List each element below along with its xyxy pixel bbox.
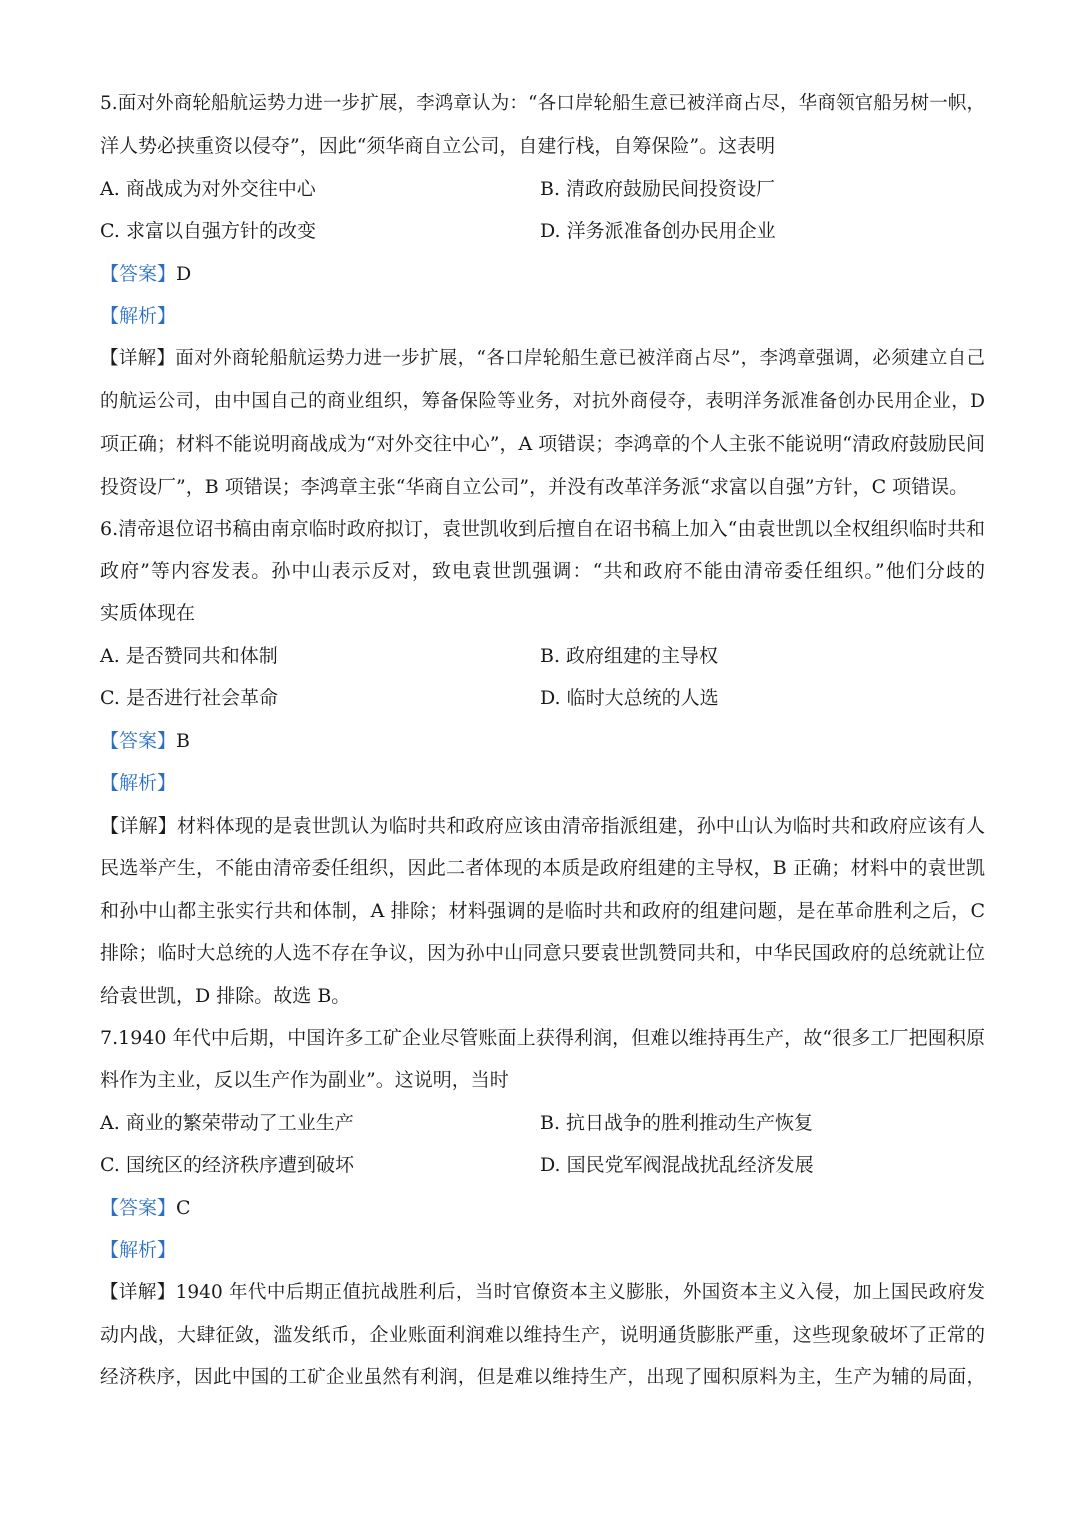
q7-detail-text-1: 1940 年代中后期正值抗战胜利后，当时官僚资本主义膨胀，外国资本主义入侵，加上国民政府发 [175, 1282, 985, 1303]
q7-option-b: B. 抗日战争的胜利推动生产恢复 [540, 1112, 814, 1134]
q6-answer-value: B [176, 730, 190, 752]
q7-detail-line-1 [100, 1280, 985, 1306]
q6-detail-line-2: 民选举产生，不能由清帝委任组织，因此二者体现的本质是政府组建的主导权，B 正确；材料中的袁世凯 [100, 857, 985, 879]
q5-detail-line-2: 的航运公司，由中国自己的商业组织，筹备保险等业务，对抗外商侵夺，表明洋务派准备创办民用企业，D [100, 391, 985, 412]
q5-answer-tag: 【答案】 [100, 263, 177, 285]
q5-detail-tag: 【详解】 [100, 348, 176, 369]
q6-detail-line-3: 和孙中山都主张实行共和体制，A 排除；材料强调的是临时共和政府的组建问题，是在革命胜利之后，C [100, 900, 985, 922]
q6-answer [100, 728, 190, 754]
q5-stem-line-1: 5.面对外商轮船航运势力进一步扩展，李鸿章认为：“各口岸轮船生意已被洋商占尽，华商领官船另树一帜， [100, 93, 985, 114]
q7-option-a: A. 商业的繁荣带动了工业生产 [100, 1112, 354, 1134]
q7-answer-tag: 【答案】 [100, 1197, 177, 1219]
q6-detail-tag: 【详解】 [100, 815, 177, 837]
q7-answer [100, 1195, 191, 1221]
q6-detail-line-5: 给袁世凯，D 排除。故选 B。 [100, 985, 351, 1007]
q5-stem-line-2: 洋人势必挟重资以侵夺”，因此“须华商自立公司，自建行栈，自筹保险”。这表明 [100, 135, 776, 157]
q5-option-d: D. 洋务派准备创办民用企业 [540, 220, 776, 242]
q7-detail-line-2: 动内战，大肆征敛，滥发纸币，企业账面利润难以维持生产，说明通货膨胀严重，这些现象破坏了正常的 [100, 1324, 985, 1346]
q6-option-d: D. 临时大总统的人选 [540, 687, 719, 709]
q6-detail-line-1 [100, 813, 985, 839]
q6-stem-line-3: 实质体现在 [100, 602, 196, 624]
q5-option-a: A. 商战成为对外交往中心 [100, 178, 316, 200]
q6-option-a: A. 是否赞同共和体制 [100, 645, 278, 667]
q6-analysis [100, 770, 176, 796]
q7-stem-line-1: 7.1940 年代中后期，中国许多工矿企业尽管账面上获得利润，但难以维持再生产，故“很多工厂把囤积原 [100, 1027, 985, 1049]
q7-option-c: C. 国统区的经济秩序遭到破坏 [100, 1154, 354, 1176]
q7-detail-line-3: 经济秩序，因此中国的工矿企业虽然有利润，但是难以维持生产，出现了囤积原料为主，生产为辅的局面， [100, 1367, 985, 1388]
q7-analysis-tag: 【解析】 [100, 1239, 177, 1261]
q6-analysis-tag: 【解析】 [100, 772, 177, 794]
q5-analysis [100, 303, 176, 329]
q5-detail-line-4: 投资设厂”，B 项错误；李鸿章主张“华商自立公司”，并没有改革洋务派“求富以自强”方针，C 项错误。 [100, 476, 969, 498]
q6-detail-line-4: 排除；临时大总统的人选不存在争议，因为孙中山同意只要袁世凯赞同共和，中华民国政府的总统就让位 [100, 942, 985, 964]
q7-option-d: D. 国民党军阀混战扰乱经济发展 [540, 1154, 814, 1176]
q5-answer-value: D [176, 263, 192, 285]
q5-option-c: C. 求富以自强方针的改变 [100, 220, 316, 242]
q6-stem-line-1: 6.清帝退位诏书稿由南京临时政府拟订，袁世凯收到后擅自在诏书稿上加入“由袁世凯以全权组织临时共和 [100, 518, 985, 540]
q5-detail-line-1 [100, 346, 985, 372]
q5-analysis-tag: 【解析】 [100, 305, 177, 327]
q5-detail-line-3: 项正确；材料不能说明商战成为“对外交往中心”，A 项错误；李鸿章的个人主张不能说明“清政府鼓励民间 [100, 433, 985, 455]
q6-option-c: C. 是否进行社会革命 [100, 687, 278, 709]
q5-detail-text-1: 面对外商轮船航运势力进一步扩展，“各口岸轮船生意已被洋商占尽”，李鸿章强调，必须建立自己 [175, 348, 985, 369]
q7-analysis [100, 1237, 176, 1263]
q6-answer-tag: 【答案】 [100, 730, 177, 752]
q7-detail-tag: 【详解】 [100, 1282, 176, 1303]
q6-detail-text-1: 材料体现的是袁世凯认为临时共和政府应该由清帝指派组建，孙中山认为临时共和政府应该有人 [176, 815, 985, 837]
q6-stem-line-2: 政府”等内容发表。孙中山表示反对，致电袁世凯强调：“共和政府不能由清帝委任组织。”他们分歧的 [100, 560, 985, 582]
q7-answer-value: C [176, 1197, 191, 1219]
q5-option-b: B. 清政府鼓励民间投资设厂 [540, 178, 776, 200]
q5-answer [100, 261, 191, 287]
q7-stem-line-2: 料作为主业，反以生产作为副业”。这说明，当时 [100, 1069, 509, 1091]
q6-option-b: B. 政府组建的主导权 [540, 645, 719, 667]
